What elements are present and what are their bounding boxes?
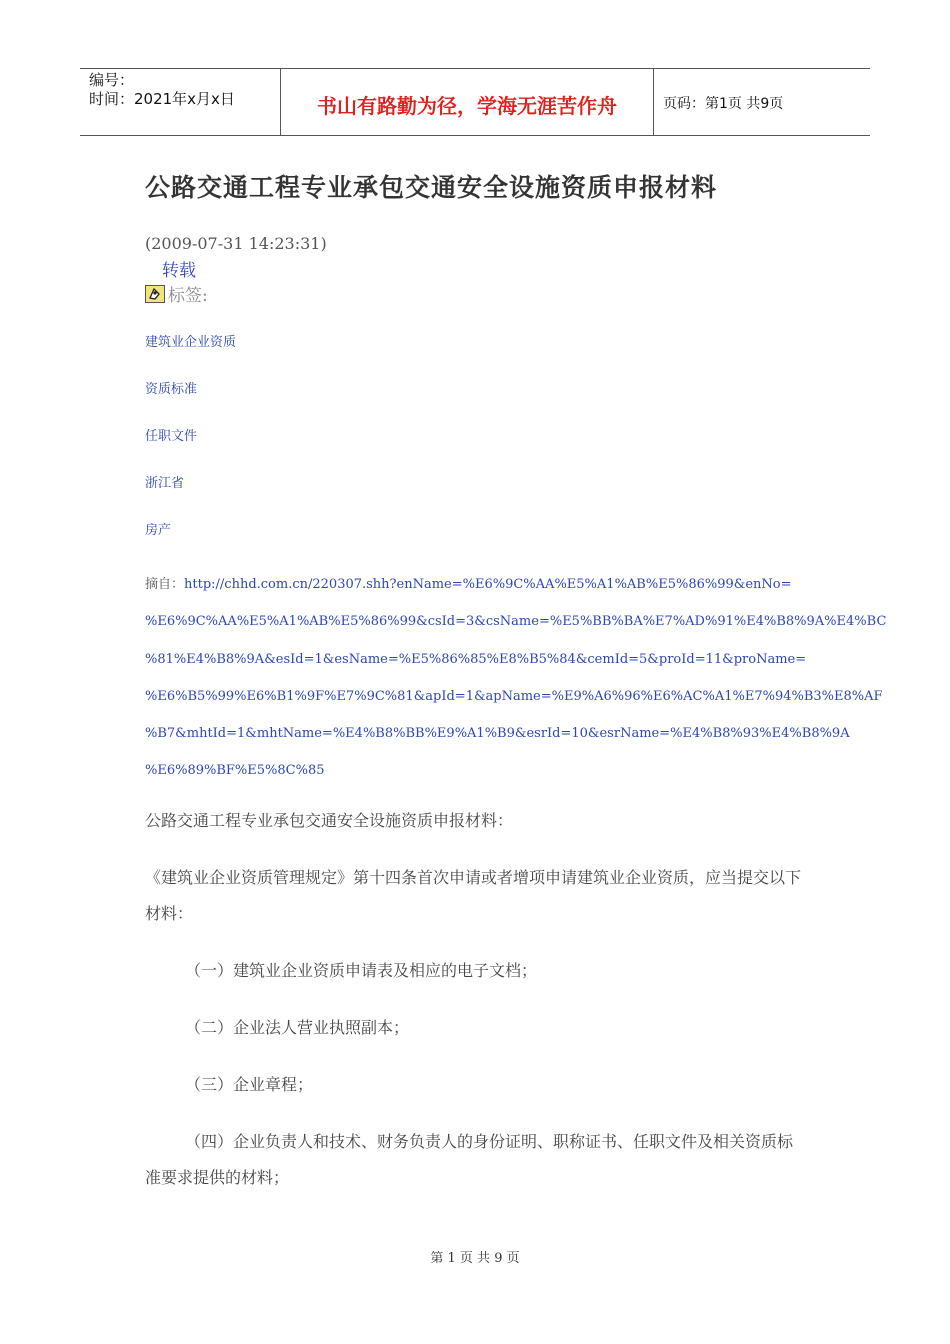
source-url-line[interactable]: 摘自：http://chhd.com.cn/220307.shh?enName=%E6%9C%AA%E5%A1%AB%E5%86%99&enNo= — [145, 577, 792, 592]
source-url-line[interactable]: %E6%B5%99%E6%B1%9F%E7%9C%81&apId=1&apName=%E9%A6%96%E6%AC%A1%E7%94%B3%E8%AF — [145, 688, 883, 704]
tag-link[interactable]: 资质标准 — [145, 382, 198, 397]
header-table — [80, 68, 870, 136]
source-url-line[interactable]: %B7&mhtId=1&mhtName=%E4%B8%BB%E9%A1%B9&esrId=10&esrName=%E4%B8%93%E4%B8%9A — [145, 726, 850, 742]
page-footer: 第 1 页 共 9 页 — [430, 1251, 520, 1266]
document-time-label: 时间：2021年x月x日 — [89, 90, 235, 108]
tag-icon — [145, 285, 165, 303]
header-meta-cell — [80, 69, 281, 135]
list-item: （二）企业法人营业执照副本； — [185, 1018, 410, 1037]
document-number-label: 编号： — [89, 71, 135, 89]
list-item: （一）建筑业企业资质申请表及相应的电子文档； — [185, 961, 538, 980]
list-item: （三）企业章程； — [185, 1075, 314, 1094]
header-motto: 书山有路勤为径，学海无涯苦作舟 — [281, 69, 654, 135]
source-label: 摘自： — [145, 577, 185, 592]
tag-link[interactable]: 任职文件 — [145, 429, 198, 444]
tag-link[interactable]: 浙江省 — [145, 476, 185, 491]
header-page-info: 页码：第1页 共9页 — [663, 96, 784, 112]
publish-date: (2009-07-31 14:23:31) — [145, 234, 327, 253]
source-url-line[interactable]: %E6%9C%AA%E5%A1%AB%E5%86%99&csId=3&csName=%E5%BB%BA%E7%AD%91%E4%B8%9A%E4%BC — [145, 614, 887, 630]
article-title: 公路交通工程专业承包交通安全设施资质申报材料 — [145, 173, 718, 202]
body-paragraph: 公路交通工程专业承包交通安全设施资质申报材料： — [145, 811, 514, 830]
tag-link[interactable]: 房产 — [145, 523, 172, 538]
tag-link[interactable]: 建筑业企业资质 — [145, 335, 237, 350]
tags-row — [145, 281, 208, 306]
body-paragraph: 《建筑业企业资质管理规定》第十四条首次申请或者增项申请建筑业企业资质，应当提交以下材料： — [145, 868, 802, 923]
source-url-line[interactable]: %E6%89%BF%E5%8C%85 — [145, 763, 325, 779]
source-block — [145, 566, 887, 790]
tags-label: 标签: — [168, 286, 208, 306]
source-url-line[interactable]: %81%E4%B8%9A&esId=1&esName=%E5%86%85%E8%B5%84&cemId=5&proId=11&proName= — [145, 651, 807, 667]
repost-link[interactable]: 转载 — [162, 261, 196, 281]
list-item: （四）企业负责人和技术、财务负责人的身份证明、职称证书、任职文件及相关资质标准要求提供的材料； — [145, 1132, 794, 1187]
